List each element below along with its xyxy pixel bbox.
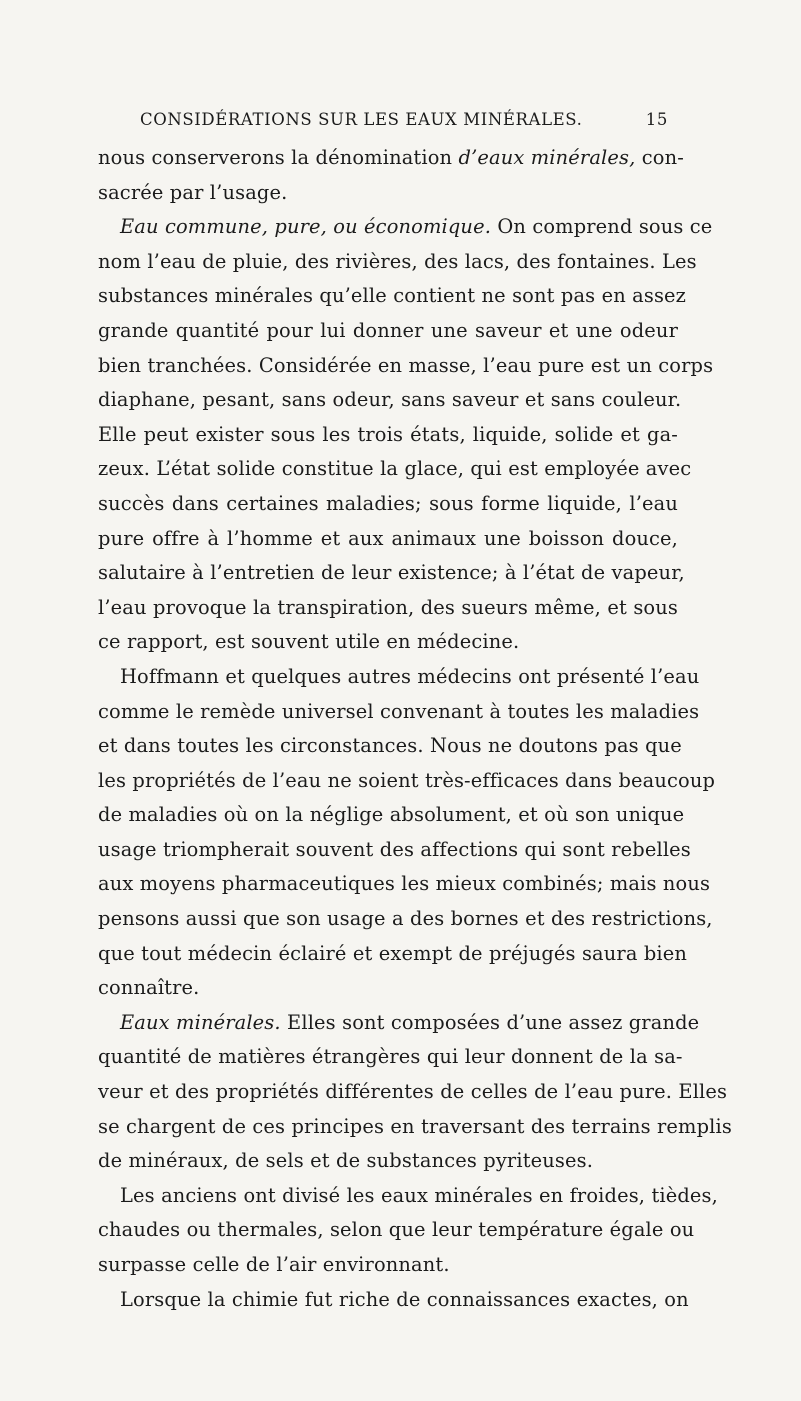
text-run: Hoffmann et quelques autres médecins ont présenté l’eau [120, 664, 700, 688]
text-run: connaître. [98, 976, 200, 1000]
text-line [98, 937, 688, 972]
text-line [98, 833, 691, 868]
text-line [98, 556, 685, 591]
italic-text: d’eaux minérales, [458, 146, 636, 169]
text-run: substances minérales qu’elle contient ne sont pas en assez [98, 284, 687, 308]
text-run: On comprend sous ce [491, 215, 713, 239]
text-run: Elle peut exister sous les trois états, liquide, solide et ga- [98, 422, 678, 446]
text-run: de minéraux, de sels et de substances pyriteuses. [98, 1149, 594, 1173]
text-line [98, 798, 685, 833]
text-run: veur et des propriétés différentes de celles de l’eau pure. Elles [98, 1080, 728, 1104]
text-line [98, 279, 687, 314]
text-line [98, 1075, 728, 1110]
text-run: ce rapport, est souvent utile en médecine. [98, 630, 520, 654]
text-line [98, 591, 678, 626]
text-line [98, 383, 682, 418]
text-line [98, 902, 713, 937]
text-line [98, 210, 713, 245]
text-run: bien tranchées. Considérée en masse, l’eau pure est un corps [98, 353, 714, 377]
page-header [140, 110, 668, 134]
text-run: que tout médecin éclairé et exempt de préjugés saura bien [98, 941, 688, 965]
text-run: l’eau provoque la transpiration, des sueurs même, et sous [98, 595, 678, 619]
text-line [98, 867, 711, 902]
text-line [98, 1179, 718, 1214]
text-line [98, 1213, 695, 1248]
text-run: se chargent de ces principes en traversant des terrains remplis [98, 1114, 732, 1138]
text-run: nom l’eau de pluie, des rivières, des lacs, des fontaines. Les [98, 249, 697, 273]
text-run: et dans toutes les circonstances. Nous ne doutons pas que [98, 734, 682, 758]
text-run: sacrée par l’usage. [98, 180, 288, 204]
text-line [98, 1040, 683, 1075]
text-line [98, 729, 682, 764]
text-run: quantité de matières étrangères qui leur donnent de la sa- [98, 1045, 683, 1069]
text-run: surpasse celle de l’air environnant. [98, 1253, 450, 1276]
text-run: zeux. L’état solide constitue la glace, qui est employée avec [98, 457, 692, 481]
text-run: diaphane, pesant, sans odeur, sans saveur et sans couleur. [98, 388, 682, 412]
text-run: Elles sont composées d’une assez grande [280, 1010, 700, 1034]
text-line [98, 695, 700, 730]
text-line [98, 1006, 700, 1041]
text-run: salutaire à l’entretien de leur existence; à l’état de vapeur, [98, 561, 685, 585]
page-number: 15 [645, 110, 668, 129]
text-line [98, 314, 678, 349]
text-line [98, 764, 716, 799]
text-line [98, 1248, 678, 1283]
text-line [98, 1283, 689, 1318]
text-run: Les anciens ont divisé les eaux minérales en froides, tièdes, [120, 1183, 718, 1207]
text-line [98, 522, 678, 557]
italic-text: Eaux minérales. [120, 1010, 281, 1034]
italic-text: Eau commune, pure, ou économique. [120, 215, 492, 239]
text-line [98, 349, 714, 384]
text-run: pure offre à l’homme et aux animaux une boisson douce, [98, 526, 678, 550]
running-title: CONSIDÉRATIONS SUR LES EAUX MINÉRALES. [140, 110, 583, 129]
text-run: de maladies où on la néglige absolument, et où son unique [98, 803, 685, 827]
text-line [98, 625, 678, 660]
text-run: grande quantité pour lui donner une saveur et une odeur [98, 318, 678, 342]
text-line [98, 487, 678, 522]
text-run: aux moyens pharmaceutiques les mieux combinés; mais nous [98, 872, 711, 896]
text-line [98, 452, 692, 487]
text-line [98, 418, 678, 453]
text-run: nous conserverons la dénomination [98, 146, 459, 169]
text-run: les propriétés de l’eau ne soient très-efficaces dans beaucoup [98, 768, 716, 792]
text-line [98, 141, 684, 176]
text-run: succès dans certaines maladies; sous forme liquide, l’eau [98, 491, 678, 515]
text-line [98, 1110, 732, 1145]
text-run: chaudes ou thermales, selon que leur température égale ou [98, 1218, 695, 1242]
text-line [98, 176, 678, 211]
text-run: Lorsque la chimie fut riche de connaissances exactes, on [120, 1287, 689, 1311]
text-run: con- [635, 146, 684, 169]
text-line [98, 971, 678, 1006]
body-text [98, 141, 732, 1317]
text-run: pensons aussi que son usage a des bornes et des restrictions, [98, 907, 713, 931]
text-run: comme le remède universel convenant à toutes les maladies [98, 699, 700, 723]
text-line [98, 660, 700, 695]
text-line [98, 245, 697, 280]
text-line [98, 1144, 678, 1179]
text-run: usage triompherait souvent des affections qui sont rebelles [98, 837, 691, 861]
